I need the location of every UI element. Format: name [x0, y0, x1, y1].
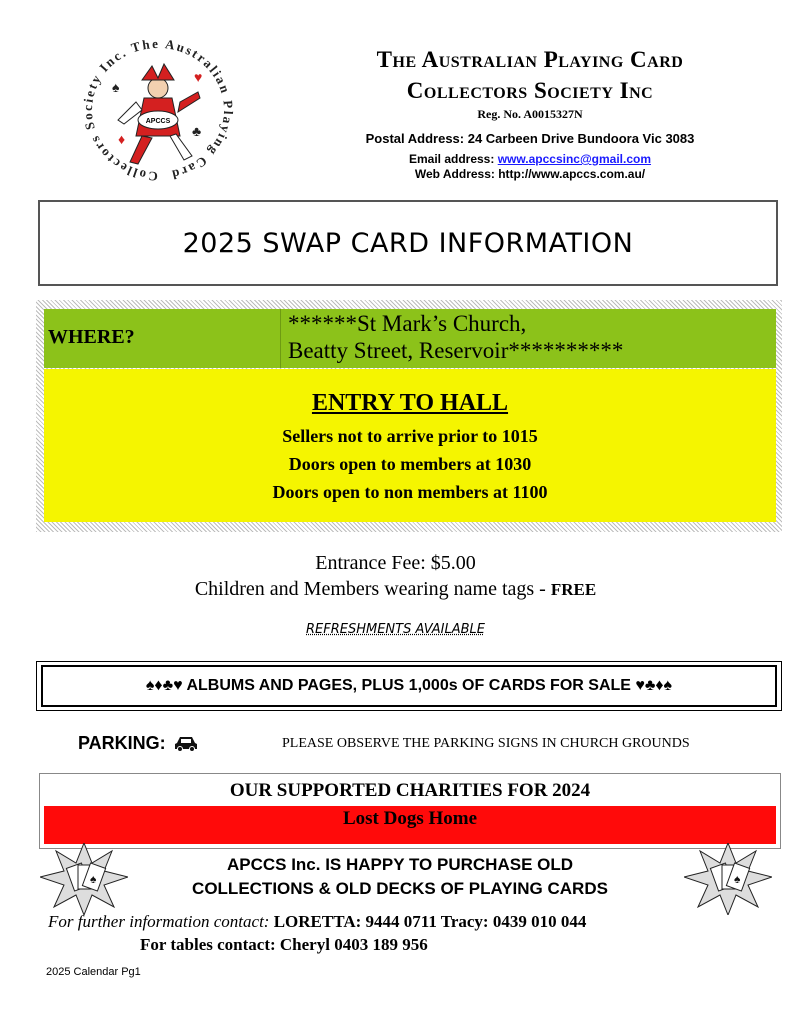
postal-address: Postal Address: 24 Carbeen Drive Bundoora Vic 3083: [365, 131, 695, 146]
contact-line: [48, 912, 586, 932]
purchase-line2: COLLECTIONS & OLD DECKS OF PLAYING CARDS: [192, 879, 608, 898]
charity-heading: OUR SUPPORTED CHARITIES FOR 2024: [229, 780, 591, 801]
organization-title-line1: The Australian Playing Card: [376, 47, 684, 72]
email-line: [290, 152, 770, 166]
page-footer: 2025 Calendar Pg1: [46, 966, 141, 978]
email-link[interactable]: www.apccsinc@gmail.com: [497, 152, 652, 166]
purchase-line1: APCCS Inc. IS HAPPY TO PURCHASE OLD: [226, 855, 574, 874]
charity-name: Lost Dogs Home: [342, 808, 478, 829]
free-entry-text: Children and Members wearing name tags -: [194, 578, 551, 600]
web-address: Web Address: http://www.apccs.com.au/: [414, 167, 646, 181]
title-box: [38, 200, 778, 286]
contact-prefix: For further information contact:: [48, 912, 274, 931]
svg-text:♣: ♣: [192, 125, 202, 140]
svg-text:♠: ♠: [112, 81, 120, 96]
refreshments-note: REFRESHMENTS AVAILABLE: [306, 622, 485, 637]
where-divider: [280, 309, 281, 368]
society-logo: [72, 32, 244, 192]
where-label: WHERE?: [48, 326, 135, 348]
svg-text:♠: ♠: [90, 872, 97, 886]
entry-line-non-members: Doors open to non members at 1100: [272, 482, 548, 502]
logo-badge: APCCS: [145, 118, 171, 125]
jester-icon: [112, 64, 202, 164]
contact-people: LORETTA: 9444 0711 Tracy: 0439 010 044: [273, 912, 587, 931]
registration-number: Reg. No. A0015327N: [477, 107, 583, 121]
email-label: Email address:: [408, 152, 498, 166]
venue-line1: ******St Mark’s Church,: [288, 311, 527, 336]
car-icon: [174, 734, 198, 752]
tables-contact: For tables contact: Cheryl 0403 189 956: [140, 935, 428, 954]
page-title: 2025 SWAP CARD INFORMATION: [182, 227, 634, 259]
free-entry-line: [0, 578, 791, 601]
entry-line-sellers: Sellers not to arrive prior to 1015: [282, 426, 538, 446]
organization-title: [290, 44, 770, 106]
logo-ring-text: Collectors Society Inc. The Australian Playing Card: [79, 35, 237, 185]
svg-text:♥: ♥: [194, 71, 203, 86]
venue-line2: Beatty Street, Reservoir**********: [288, 338, 624, 363]
svg-text:♠: ♠: [734, 872, 741, 886]
parking-label: PARKING:: [78, 733, 166, 753]
parking-note: PLEASE OBSERVE THE PARKING SIGNS IN CHURCH GROUNDS: [282, 736, 690, 751]
entry-line-members: Doors open to members at 1030: [288, 454, 532, 474]
free-label: FREE: [550, 580, 597, 599]
organization-title-line2: Collectors Society Inc: [406, 78, 654, 103]
svg-text:♦: ♦: [118, 133, 126, 148]
entrance-fee: Entrance Fee: $5.00: [315, 552, 476, 574]
albums-banner: ♠♦♣♥ ALBUMS AND PAGES, PLUS 1,000s OF CARDS FOR SALE ♥♣♦♠: [41, 665, 777, 707]
playing-cards-starburst-icon: [684, 843, 772, 915]
entry-heading: ENTRY TO HALL: [311, 390, 509, 416]
playing-cards-starburst-icon: [40, 843, 128, 915]
